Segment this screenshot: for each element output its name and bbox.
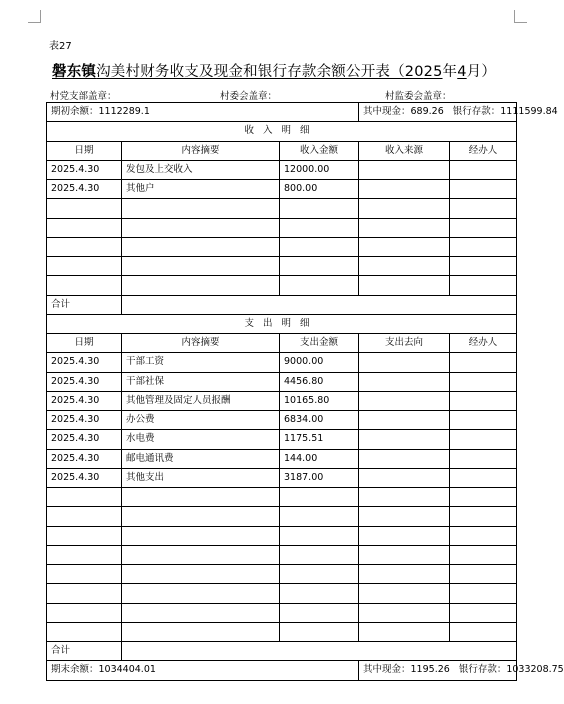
- table-row: [47, 488, 517, 507]
- income-section-title: 收入明细: [47, 122, 517, 141]
- table-row: [47, 411, 517, 430]
- expense-total-row: [47, 642, 517, 661]
- expense-cell-14-3: [359, 622, 450, 641]
- income-cell-2-4: [450, 199, 517, 218]
- expense-cell-1-4: [450, 372, 517, 391]
- income-header-2: 收入金额: [280, 141, 359, 160]
- expense-cell-11-4: [450, 565, 517, 584]
- expense-cell-12-3: [359, 584, 450, 603]
- expense-cell-9-2: [280, 526, 359, 545]
- expense-total-value: [122, 642, 517, 661]
- income-cell-4-0: [47, 237, 122, 256]
- income-cell-1-1: 其他户: [122, 180, 280, 199]
- table-row: [47, 603, 517, 622]
- income-cell-1-2: 800.00: [280, 180, 359, 199]
- expense-cell-11-1: [122, 565, 280, 584]
- expense-cell-8-2: [280, 507, 359, 526]
- expense-cell-2-1: 其他管理及固定人员报酬: [122, 391, 280, 410]
- income-cell-1-4: [450, 180, 517, 199]
- table-row: [47, 507, 517, 526]
- expense-cell-13-2: [280, 603, 359, 622]
- expense-cell-12-0: [47, 584, 122, 603]
- expense-cell-9-3: [359, 526, 450, 545]
- expense-cell-6-4: [450, 468, 517, 487]
- expense-cell-2-4: [450, 391, 517, 410]
- title-town: 磐东镇: [52, 64, 97, 80]
- table-row: [47, 565, 517, 584]
- expense-cell-6-2: 3187.00: [280, 468, 359, 487]
- expense-cell-5-0: 2025.4.30: [47, 449, 122, 468]
- table-row: [47, 199, 517, 218]
- income-cell-6-3: [359, 276, 450, 295]
- income-cell-5-2: [280, 257, 359, 276]
- expense-cell-5-3: [359, 449, 450, 468]
- income-cell-6-1: [122, 276, 280, 295]
- expense-cell-4-0: 2025.4.30: [47, 430, 122, 449]
- income-header-4: 经办人: [450, 141, 517, 160]
- income-section-row: [47, 122, 517, 141]
- table-row: [47, 545, 517, 564]
- finance-table: [46, 102, 564, 681]
- income-cell-0-3: [359, 160, 450, 179]
- table-row: [47, 449, 517, 468]
- expense-cell-2-3: [359, 391, 450, 410]
- closing-bank: 银行存款：1033208.75: [458, 664, 564, 676]
- income-cell-4-1: [122, 237, 280, 256]
- income-cell-5-0: [47, 257, 122, 276]
- expense-cell-3-3: [359, 411, 450, 430]
- expense-cell-11-3: [359, 565, 450, 584]
- table-row: [47, 160, 517, 179]
- expense-section-title: 支出明细: [47, 314, 517, 333]
- title-month-suffix: 月）: [466, 64, 497, 80]
- table-row: [47, 257, 517, 276]
- expense-cell-14-1: [122, 622, 280, 641]
- title-village: 沟美村财务收支及现金和银行存款余额公开表（20: [96, 64, 424, 80]
- income-cell-3-1: [122, 218, 280, 237]
- table-row: [47, 430, 517, 449]
- income-cell-4-4: [450, 237, 517, 256]
- expense-cell-5-2: 144.00: [280, 449, 359, 468]
- expense-cell-14-0: [47, 622, 122, 641]
- expense-cell-7-3: [359, 488, 450, 507]
- expense-cell-0-0: 2025.4.30: [47, 353, 122, 372]
- income-header-row: [47, 141, 517, 160]
- income-cell-3-2: [280, 218, 359, 237]
- income-cell-6-0: [47, 276, 122, 295]
- expense-cell-10-0: [47, 545, 122, 564]
- income-cell-0-4: [450, 160, 517, 179]
- expense-cell-12-4: [450, 584, 517, 603]
- title-month: 4: [457, 64, 467, 80]
- income-cell-0-1: 发包及上交收入: [122, 160, 280, 179]
- expense-cell-12-1: [122, 584, 280, 603]
- corner-mark-left: [28, 10, 41, 23]
- expense-cell-5-4: [450, 449, 517, 468]
- expense-cell-12-2: [280, 584, 359, 603]
- expense-cell-14-4: [450, 622, 517, 641]
- income-header-3: 收入来源: [359, 141, 450, 160]
- expense-cell-0-1: 干部工资: [122, 353, 280, 372]
- income-cell-1-0: 2025.4.30: [47, 180, 122, 199]
- title-year-suffix: 年: [442, 64, 458, 80]
- expense-cell-9-4: [450, 526, 517, 545]
- income-cell-6-2: [280, 276, 359, 295]
- stamp-party-branch: 村党支部盖章：: [50, 91, 117, 102]
- expense-cell-1-3: [359, 372, 450, 391]
- income-total-label: 合计: [47, 295, 122, 314]
- income-cell-0-0: 2025.4.30: [47, 160, 122, 179]
- stamp-supervision-committee: 村监委会盖章：: [385, 91, 452, 102]
- expense-cell-8-1: [122, 507, 280, 526]
- expense-cell-5-1: 邮电通讯费: [122, 449, 280, 468]
- opening-cash: 其中现金：689.26: [363, 106, 444, 118]
- expense-header-row: [47, 334, 517, 353]
- expense-total-label: 合计: [47, 642, 122, 661]
- expense-header-3: 支出去向: [359, 334, 450, 353]
- expense-cell-8-0: [47, 507, 122, 526]
- income-header-1: 内容摘要: [122, 141, 280, 160]
- expense-cell-4-4: [450, 430, 517, 449]
- table-row: [47, 372, 517, 391]
- expense-cell-10-3: [359, 545, 450, 564]
- income-cell-3-0: [47, 218, 122, 237]
- income-total-value: [122, 295, 517, 314]
- expense-cell-7-0: [47, 488, 122, 507]
- document-title: [52, 60, 496, 81]
- expense-cell-6-0: 2025.4.30: [47, 468, 122, 487]
- income-cell-6-4: [450, 276, 517, 295]
- expense-cell-7-1: [122, 488, 280, 507]
- expense-cell-1-2: 4456.80: [280, 372, 359, 391]
- expense-cell-10-4: [450, 545, 517, 564]
- expense-cell-14-2: [280, 622, 359, 641]
- income-cell-5-3: [359, 257, 450, 276]
- expense-cell-11-2: [280, 565, 359, 584]
- closing-cash: 其中现金：1195.26: [363, 664, 450, 676]
- income-cell-5-4: [450, 257, 517, 276]
- expense-cell-7-2: [280, 488, 359, 507]
- opening-balance: 期初余额：1112289.1: [47, 103, 359, 122]
- expense-cell-3-1: 办公费: [122, 411, 280, 430]
- income-header-0: 日期: [47, 141, 122, 160]
- income-cell-2-0: [47, 199, 122, 218]
- expense-cell-10-1: [122, 545, 280, 564]
- income-cell-2-2: [280, 199, 359, 218]
- expense-header-0: 日期: [47, 334, 122, 353]
- expense-header-1: 内容摘要: [122, 334, 280, 353]
- expense-cell-7-4: [450, 488, 517, 507]
- corner-mark-right: [514, 10, 527, 23]
- expense-cell-10-2: [280, 545, 359, 564]
- expense-cell-6-3: [359, 468, 450, 487]
- expense-cell-4-2: 1175.51: [280, 430, 359, 449]
- expense-cell-8-3: [359, 507, 450, 526]
- expense-cell-13-0: [47, 603, 122, 622]
- expense-cell-2-2: 10165.80: [280, 391, 359, 410]
- stamp-village-committee: 村委会盖章：: [220, 91, 278, 102]
- expense-cell-6-1: 其他支出: [122, 468, 280, 487]
- table-row: [47, 218, 517, 237]
- expense-cell-9-1: [122, 526, 280, 545]
- income-cell-5-1: [122, 257, 280, 276]
- opening-balance-row: [47, 103, 517, 122]
- expense-header-4: 经办人: [450, 334, 517, 353]
- expense-cell-9-0: [47, 526, 122, 545]
- title-year: 25: [423, 64, 443, 80]
- table-row: [47, 468, 517, 487]
- expense-cell-13-3: [359, 603, 450, 622]
- expense-cell-0-4: [450, 353, 517, 372]
- income-total-row: [47, 295, 517, 314]
- table-row: [47, 584, 517, 603]
- table-row: [47, 526, 517, 545]
- expense-section-row: [47, 314, 517, 333]
- income-cell-2-1: [122, 199, 280, 218]
- expense-cell-11-0: [47, 565, 122, 584]
- income-cell-0-2: 12000.00: [280, 160, 359, 179]
- expense-cell-3-4: [450, 411, 517, 430]
- expense-cell-0-2: 9000.00: [280, 353, 359, 372]
- expense-header-2: 支出金额: [280, 334, 359, 353]
- expense-cell-1-0: 2025.4.30: [47, 372, 122, 391]
- expense-cell-3-2: 6834.00: [280, 411, 359, 430]
- expense-cell-0-3: [359, 353, 450, 372]
- closing-cash-bank: [359, 661, 564, 680]
- expense-cell-1-1: 干部社保: [122, 372, 280, 391]
- expense-cell-8-4: [450, 507, 517, 526]
- table-row: [47, 237, 517, 256]
- expense-cell-13-1: [122, 603, 280, 622]
- income-cell-4-3: [359, 237, 450, 256]
- table-row: [47, 391, 517, 410]
- income-cell-4-2: [280, 237, 359, 256]
- table-row: [47, 353, 517, 372]
- closing-balance: 期末余额：1034404.01: [47, 661, 359, 680]
- table-number: 表27: [49, 41, 72, 52]
- income-cell-1-3: [359, 180, 450, 199]
- expense-cell-4-1: 水电费: [122, 430, 280, 449]
- table-row: [47, 622, 517, 641]
- expense-cell-2-0: 2025.4.30: [47, 391, 122, 410]
- opening-bank: 银行存款：1111599.84: [452, 106, 558, 118]
- table-row: [47, 276, 517, 295]
- opening-cash-bank: [359, 103, 558, 122]
- closing-balance-row: [47, 661, 517, 680]
- income-cell-3-3: [359, 218, 450, 237]
- income-cell-2-3: [359, 199, 450, 218]
- expense-cell-3-0: 2025.4.30: [47, 411, 122, 430]
- income-cell-3-4: [450, 218, 517, 237]
- expense-cell-13-4: [450, 603, 517, 622]
- expense-cell-4-3: [359, 430, 450, 449]
- table-row: [47, 180, 517, 199]
